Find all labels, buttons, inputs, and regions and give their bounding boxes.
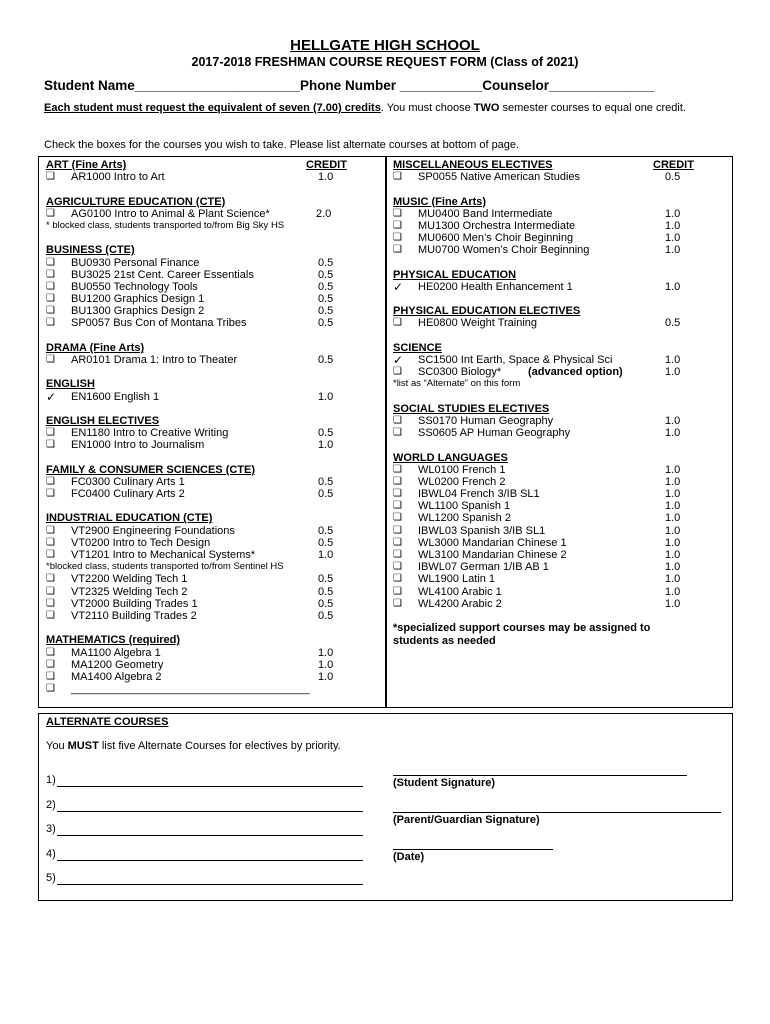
- course-row[interactable]: [393, 415, 723, 427]
- course-name: MA1100 Algebra 1: [71, 646, 161, 659]
- credit-value: 1.0: [665, 280, 681, 293]
- course-row[interactable]: [46, 488, 376, 500]
- credit-value: 1.0: [665, 500, 681, 513]
- checkbox-icon[interactable]: ❏: [46, 439, 55, 451]
- credit-value: 1.0: [318, 646, 334, 659]
- checkbox-icon[interactable]: ❏: [46, 524, 55, 536]
- course-name: MU0600 Men’s Choir Beginning: [418, 232, 574, 245]
- section-note: *list as “Alternate” on this form: [393, 378, 521, 390]
- course-row[interactable]: [46, 317, 376, 329]
- checkbox-icon[interactable]: ❏: [393, 585, 402, 597]
- checkbox-icon[interactable]: ❏: [393, 427, 402, 439]
- section-title: SOCIAL STUDIES ELECTIVES: [393, 402, 550, 415]
- course-row[interactable]: [393, 244, 723, 256]
- student-signature-line[interactable]: [393, 775, 687, 776]
- credit-value: 1.0: [665, 232, 681, 245]
- course-name: SC0300 Biology*: [418, 366, 502, 379]
- section-header: [393, 159, 723, 171]
- instr-text-b: semester courses to equal one credit.: [499, 102, 686, 114]
- checkbox-icon[interactable]: ❏: [46, 293, 55, 305]
- checkbox-icon[interactable]: ❏: [393, 573, 402, 585]
- checkbox-icon[interactable]: ❏: [46, 549, 55, 560]
- checkbox-icon[interactable]: ❏: [46, 256, 55, 268]
- course-row[interactable]: [393, 281, 723, 293]
- credit-value: 1.0: [665, 549, 681, 561]
- credit-value: 0.5: [665, 317, 681, 330]
- course-row[interactable]: [46, 683, 376, 695]
- checkbox-instructions: Check the boxes for the courses you wish to take. Please list alternate courses at bottom of page.: [44, 139, 520, 151]
- checkbox-icon[interactable]: ❏: [393, 536, 402, 548]
- section-header: [46, 464, 376, 476]
- credit-value: 0.5: [318, 256, 334, 269]
- checkbox-icon[interactable]: ❏: [393, 366, 402, 378]
- form-subtitle: 2017-2018 FRESHMAN COURSE REQUEST FORM (Class of 2021): [191, 55, 579, 69]
- course-name: AR1000 Intro to Art: [71, 171, 165, 184]
- course-name: VT2110 Building Trades 2: [71, 609, 197, 622]
- course-row[interactable]: [393, 512, 723, 524]
- credit-value: 0.5: [318, 305, 334, 318]
- credit-value: 1.0: [665, 244, 681, 257]
- course-name: WL1200 Spanish 2: [418, 512, 511, 525]
- course-name: WL1100 Spanish 1: [418, 500, 511, 513]
- course-row[interactable]: [46, 257, 376, 269]
- section-note: * blocked class, students transported to/from Big Sky HS: [46, 219, 285, 231]
- course-row[interactable]: [393, 500, 723, 512]
- checkbox-icon[interactable]: ❏: [46, 280, 55, 292]
- course-row[interactable]: [46, 525, 376, 537]
- checkbox-icon[interactable]: ❏: [393, 171, 402, 183]
- checkbox-icon[interactable]: ❏: [46, 585, 55, 597]
- course-name: BU1300 Graphics Design 2: [71, 305, 205, 318]
- credit-value: 1.0: [665, 354, 681, 366]
- checkbox-icon[interactable]: ❏: [46, 488, 55, 500]
- course-name: SC1500 Int Earth, Space & Physical Sci: [418, 354, 613, 366]
- course-row[interactable]: [393, 476, 723, 488]
- credit-value: 1.0: [665, 512, 681, 525]
- credit-value: 1.0: [665, 597, 681, 610]
- alternate-input-line[interactable]: [57, 811, 363, 812]
- credit-value: 1.0: [665, 427, 681, 440]
- checkbox-icon[interactable]: ❏: [46, 207, 55, 219]
- date-line[interactable]: [393, 849, 553, 850]
- course-name: WL0100 French 1: [418, 463, 506, 476]
- left-course-column: [46, 159, 376, 695]
- section-title: SCIENCE: [393, 341, 442, 354]
- checkbox-icon[interactable]: ❏: [393, 244, 402, 256]
- course-name: EN1180 Intro to Creative Writing: [71, 427, 229, 440]
- credit-value: 1.0: [318, 171, 334, 184]
- course-row[interactable]: [393, 488, 723, 500]
- credit-value: 0.5: [318, 317, 334, 330]
- checkbox-icon[interactable]: ❏: [393, 524, 402, 536]
- alternate-label: 1): [46, 774, 56, 786]
- course-row[interactable]: [46, 573, 376, 585]
- course-name: AR0101 Drama 1: Intro to Theater: [71, 354, 238, 366]
- checkbox-icon[interactable]: ❏: [46, 171, 55, 183]
- credit-value: 1.0: [665, 463, 681, 476]
- course-row[interactable]: [46, 671, 376, 683]
- course-name: WL4200 Arabic 2: [418, 597, 502, 610]
- section-header: [46, 196, 376, 208]
- course-row[interactable]: [393, 220, 723, 232]
- course-row[interactable]: [393, 537, 723, 549]
- course-name: EN1000 Intro to Journalism: [71, 439, 205, 452]
- course-name: MA1400 Algebra 2: [71, 670, 162, 683]
- section-title: INDUSTRIAL EDUCATION (CTE): [46, 512, 213, 525]
- checkbox-icon[interactable]: ❏: [46, 573, 55, 585]
- support-note: *specialized support courses may be assigned to students as needed: [393, 622, 651, 647]
- alt-instr-b: list five Alternate Courses for electives by priority.: [98, 740, 341, 752]
- checkmark-icon[interactable]: ✓: [393, 279, 404, 294]
- student-signature-label: (Student Signature): [393, 777, 496, 789]
- course-row[interactable]: [46, 171, 376, 183]
- course-name: IBWL03 Spanish 3/IB SL1: [418, 524, 546, 537]
- course-row[interactable]: [46, 427, 376, 439]
- course-name: BU0550 Technology Tools: [71, 280, 198, 293]
- course-row[interactable]: [46, 293, 376, 305]
- credit-value: 1.0: [665, 536, 681, 549]
- credit-value: 0.5: [318, 585, 334, 598]
- section-title: AGRICULTURE EDUCATION (CTE): [46, 195, 226, 208]
- section-header: [393, 342, 723, 354]
- course-name: WL0200 French 2: [418, 475, 506, 488]
- course-name: EN1600 English 1: [71, 390, 160, 403]
- course-name: SS0605 AP Human Geography: [418, 427, 571, 440]
- section-header: [46, 159, 376, 171]
- course-name: HE0200 Health Enhancement 1: [418, 280, 573, 293]
- credit-instructions: [44, 102, 734, 115]
- checkbox-icon[interactable]: ❏: [46, 670, 55, 682]
- section-title: ENGLISH ELECTIVES: [46, 414, 160, 427]
- course-row[interactable]: [393, 586, 723, 598]
- alternate-input-line[interactable]: [57, 860, 363, 861]
- alt-instr-must: MUST: [67, 740, 99, 752]
- credit-header: CREDIT: [653, 159, 694, 171]
- credit-value: 1.0: [665, 366, 681, 379]
- credit-value: 0.5: [318, 475, 334, 488]
- alternate-input-line[interactable]: [57, 884, 363, 885]
- checkbox-icon[interactable]: ❏: [46, 475, 55, 487]
- course-row[interactable]: [393, 232, 723, 244]
- checkbox-icon[interactable]: ❏: [393, 549, 402, 560]
- course-name: IBWL07 German 1/IB AB 1: [418, 561, 549, 574]
- course-name: BU1200 Graphics Design 1: [71, 293, 205, 306]
- section-header: [393, 403, 723, 415]
- credit-value: 0.5: [318, 293, 334, 306]
- checkbox-icon[interactable]: ❏: [393, 500, 402, 512]
- course-name: WL3000 Mandarian Chinese 1: [418, 536, 567, 549]
- credit-requirement: Each student must request the equivalent of seven (7.00) credits: [44, 102, 381, 114]
- section-note: *blocked class, students transported to/from Sentinel HS: [46, 561, 284, 573]
- course-name: MA1200 Geometry: [71, 658, 164, 671]
- date-label: (Date): [393, 851, 425, 863]
- course-row[interactable]: [393, 208, 723, 220]
- section-title: DRAMA (Fine Arts): [46, 341, 145, 354]
- checkbox-icon[interactable]: ❏: [46, 646, 55, 658]
- course-row[interactable]: [393, 525, 723, 537]
- section-title: WORLD LANGUAGES: [393, 451, 508, 464]
- credit-value: 0.5: [665, 171, 681, 184]
- credit-value: 2.0: [316, 207, 332, 220]
- course-row[interactable]: [46, 269, 376, 281]
- course-row[interactable]: [393, 573, 723, 585]
- section-title: PHYSICAL EDUCATION: [393, 268, 517, 281]
- checkbox-icon[interactable]: ❏: [46, 609, 55, 621]
- section-title: ENGLISH: [46, 378, 95, 391]
- instr-text-a: . You must choose: [380, 102, 474, 114]
- credit-value: 1.0: [665, 414, 681, 427]
- credit-value: 1.0: [665, 524, 681, 537]
- course-name: VT1201 Intro to Mechanical Systems*: [71, 549, 256, 561]
- course-name: VT0200 Intro to Tech Design: [71, 536, 211, 549]
- section-header: [393, 305, 723, 317]
- course-row[interactable]: [46, 476, 376, 488]
- course-row[interactable]: [393, 317, 723, 329]
- right-course-column: [393, 159, 723, 647]
- checkbox-icon[interactable]: ❏: [393, 597, 402, 609]
- checkbox-icon[interactable]: ❏: [46, 268, 55, 280]
- credit-value: 1.0: [665, 207, 681, 220]
- course-row[interactable]: [393, 561, 723, 573]
- credit-value: 1.0: [318, 549, 334, 561]
- course-name: WL3100 Mandarian Chinese 2: [418, 549, 567, 561]
- course-name: AG0100 Intro to Animal & Plant Science*: [71, 207, 270, 220]
- credit-value: 1.0: [318, 658, 334, 671]
- course-row[interactable]: [393, 464, 723, 476]
- course-row[interactable]: [46, 281, 376, 293]
- course-row[interactable]: [393, 549, 723, 561]
- credit-value: 0.5: [318, 573, 334, 586]
- checkbox-icon[interactable]: ❏: [46, 354, 55, 365]
- student-info-row[interactable]: Student Name______________________Phone Number ___________Counselor______________: [44, 78, 655, 93]
- section-title: BUSINESS (CTE): [46, 244, 135, 257]
- course-row[interactable]: [46, 391, 376, 403]
- credit-value: 0.5: [318, 536, 334, 549]
- credit-value: 0.5: [318, 597, 334, 610]
- checkbox-icon[interactable]: ❏: [393, 317, 402, 329]
- checkbox-icon[interactable]: ❏: [46, 305, 55, 317]
- course-name: MU0400 Band Intermediate: [418, 207, 553, 220]
- course-name: SS0170 Human Geography: [418, 414, 554, 427]
- alternate-input-line[interactable]: [57, 786, 363, 787]
- credit-value: 1.0: [665, 475, 681, 488]
- section-header: [46, 244, 376, 256]
- course-name: SP0057 Bus Con of Montana Tribes: [71, 317, 247, 330]
- course-row[interactable]: [46, 305, 376, 317]
- course-row[interactable]: [46, 659, 376, 671]
- checkbox-icon[interactable]: ❏: [393, 414, 402, 426]
- alternate-label: 2): [46, 798, 56, 811]
- course-row[interactable]: [46, 598, 376, 610]
- course-row[interactable]: [46, 586, 376, 598]
- section-header: [46, 634, 376, 646]
- credit-value: 1.0: [318, 439, 334, 452]
- credit-value: 0.5: [318, 354, 334, 366]
- section-title: PHYSICAL EDUCATION ELECTIVES: [393, 305, 581, 318]
- alternates-title: ALTERNATE COURSES: [46, 716, 169, 728]
- credit-value: 1.0: [665, 488, 681, 501]
- course-name: VT2200 Welding Tech 1: [71, 573, 188, 586]
- course-name: VT2325 Welding Tech 2: [71, 585, 188, 598]
- course-name: VT2900 Engineering Foundations: [71, 524, 235, 537]
- course-name: MU0700 Women’s Choir Beginning: [418, 244, 590, 257]
- page-title: HELLGATE HIGH SCHOOL: [290, 37, 480, 54]
- credit-value: 1.0: [318, 390, 334, 403]
- checkbox-icon[interactable]: ❏: [393, 207, 402, 219]
- parent-signature-line[interactable]: [393, 812, 721, 813]
- course-row[interactable]: [393, 171, 723, 183]
- checkbox-icon[interactable]: ❏: [393, 463, 402, 475]
- checkbox-icon[interactable]: ❏: [393, 232, 402, 244]
- alternate-input-line[interactable]: [57, 835, 363, 836]
- checkbox-icon[interactable]: ❏: [46, 427, 55, 439]
- checkbox-icon[interactable]: ❏: [46, 317, 55, 329]
- alternates-instructions: [46, 740, 356, 753]
- credit-value: 0.5: [318, 488, 334, 501]
- course-name: WL1900 Latin 1: [418, 573, 496, 586]
- credit-value: 1.0: [665, 573, 681, 586]
- course-name: HE0800 Weight Training: [418, 317, 538, 330]
- credit-value: 1.0: [318, 670, 334, 683]
- section-header: [46, 342, 376, 354]
- alternate-label: 4): [46, 847, 56, 860]
- credit-header: CREDIT: [306, 159, 347, 171]
- checkbox-icon[interactable]: ❏: [46, 658, 55, 670]
- section-header: [393, 452, 723, 464]
- section-title: MATHEMATICS (required): [46, 634, 181, 647]
- credit-value: 0.5: [318, 268, 334, 281]
- checkbox-icon[interactable]: ❏: [46, 536, 55, 548]
- course-name: WL4100 Arabic 1: [418, 585, 502, 598]
- course-name: FC0400 Culinary Arts 2: [71, 488, 185, 501]
- course-name: _______________________________________: [71, 683, 310, 696]
- course-row[interactable]: [46, 354, 376, 366]
- course-name: VT2000 Building Trades 1: [71, 597, 198, 610]
- course-name: BU3025 21st Cent. Career Essentials: [71, 268, 254, 281]
- section-header: [46, 378, 376, 390]
- course-option-note: (advanced option): [528, 366, 623, 379]
- course-name: SP0055 Native American Studies: [418, 171, 581, 184]
- credit-value: 0.5: [318, 609, 334, 622]
- checkbox-icon[interactable]: ❏: [393, 561, 402, 573]
- course-row[interactable]: [46, 537, 376, 549]
- section-title: FAMILY & CONSUMER SCIENCES (CTE): [46, 463, 256, 476]
- checkmark-icon[interactable]: ✓: [393, 353, 404, 367]
- alternate-label: 5): [46, 872, 56, 884]
- checkbox-icon[interactable]: ❏: [393, 219, 402, 231]
- checkbox-icon[interactable]: ❏: [46, 597, 55, 609]
- section-title: ART (Fine Arts): [46, 159, 127, 171]
- credit-value: 1.0: [665, 585, 681, 598]
- section-header: [46, 512, 376, 524]
- section-header: [46, 415, 376, 427]
- credit-value: 0.5: [318, 280, 334, 293]
- instr-two: TWO: [473, 102, 500, 114]
- course-row[interactable]: [46, 610, 376, 622]
- course-row[interactable]: [46, 647, 376, 659]
- section-title: MISCELLANEOUS ELECTIVES: [393, 159, 553, 171]
- parent-signature-label: (Parent/Guardian Signature): [393, 814, 540, 826]
- course-row[interactable]: [393, 427, 723, 439]
- course-row[interactable]: [393, 366, 723, 378]
- checkbox-icon[interactable]: ❏: [393, 512, 402, 524]
- checkbox-icon[interactable]: ❏: [46, 683, 55, 695]
- course-name: IBWL04 French 3/IB SL1: [418, 488, 540, 501]
- checkmark-icon[interactable]: ✓: [46, 389, 57, 404]
- section-header: [393, 269, 723, 281]
- checkbox-icon[interactable]: ❏: [393, 488, 402, 500]
- course-name: BU0930 Personal Finance: [71, 256, 200, 269]
- section-header: [393, 196, 723, 208]
- course-row[interactable]: [46, 208, 376, 220]
- credit-value: 0.5: [318, 524, 334, 537]
- course-row[interactable]: [46, 439, 376, 451]
- course-row[interactable]: [393, 354, 723, 366]
- course-row[interactable]: [46, 549, 376, 561]
- alt-instr-a: You: [46, 740, 68, 752]
- section-title: MUSIC (Fine Arts): [393, 195, 487, 208]
- credit-value: 1.0: [665, 219, 681, 232]
- credit-value: 0.5: [318, 427, 334, 440]
- course-name: MU1300 Orchestra Intermediate: [418, 219, 576, 232]
- alternate-label: 3): [46, 823, 56, 835]
- credit-value: 1.0: [665, 561, 681, 574]
- course-row[interactable]: [393, 598, 723, 610]
- course-name: FC0300 Culinary Arts 1: [71, 475, 185, 488]
- checkbox-icon[interactable]: ❏: [393, 475, 402, 487]
